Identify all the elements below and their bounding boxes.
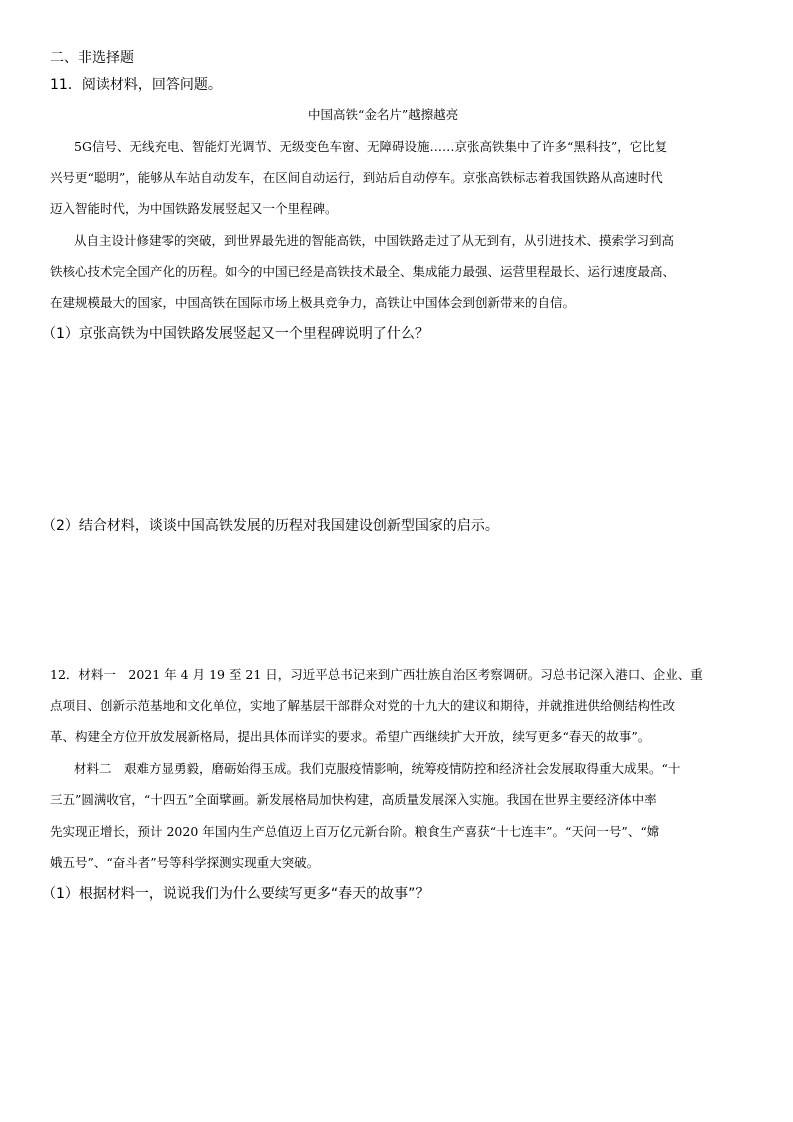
question-12-material-2-line-2: 三五”圆满收官，“十四五”全面擘画。新发展格局加快构建，高质量发展深入实施。我国在世界主要经济体中率 bbox=[50, 792, 657, 807]
question-12-material-2-line-1: 材料二 艰难方显勇毅，磨砺始得玉成。我们克服疫情影响，统筹疫情防控和经济社会发展取得重大成果。“十 bbox=[74, 761, 681, 776]
material-paragraph-1-line-1: 5G信号、无线充电、智能灯光调节、无级变色车窗、无障碍设施……京张高铁集中了许多“黑科技”，它比复 bbox=[74, 139, 668, 154]
question-12-material-1-line-1: 12．材料一 2021 年 4 月 19 至 21 日，习近平总书记来到广西壮族自治区考察调研。习总书记深入港口、企业、重 bbox=[50, 667, 703, 682]
section-heading: 二、非选择题 bbox=[50, 50, 134, 66]
question-12-material-1-line-3: 革、构建全方位开放发展新格局，提出具体而详实的要求。希望广西继续扩大开放，续写更多“春天的故事”。 bbox=[50, 729, 651, 744]
question-12-material-2-line-4: 娥五号”、“奋斗者”号等科学探测实现重大突破。 bbox=[50, 855, 320, 870]
material-paragraph-1-line-2: 兴号更“聪明”，能够从车站自动发车，在区间自动运行，到站后自动停车。京张高铁标志着我国铁路从高速时代 bbox=[50, 170, 663, 185]
question-11-stem: 11．阅读材料，回答问题。 bbox=[50, 77, 222, 93]
question-12-material-2-line-3: 先实现正增长，预计 2020 年国内生产总值迈上百万亿元新台阶。粮食生产喜获“十七连丰”。“天问一号”、“嫦 bbox=[50, 824, 660, 839]
material-paragraph-2-line-1: 从自主设计修建零的突破，到世界最先进的智能高铁，中国铁路走过了从无到有，从引进技术、摸索学习到高 bbox=[74, 233, 675, 248]
material-paragraph-1-line-3: 迈入智能时代，为中国铁路发展竖起又一个里程碑。 bbox=[50, 201, 338, 216]
material-paragraph-2-line-3: 在建规模最大的国家，中国高铁在国际市场上极具竞争力，高铁让中国体会到创新带来的自信。 bbox=[50, 295, 576, 310]
material-title: 中国高铁“金名片”越擦越亮 bbox=[308, 107, 459, 122]
question-12-sub-1: （1）根据材料一，说说我们为什么要续写更多“春天的故事”？ bbox=[42, 886, 430, 902]
question-12-material-1-line-2: 点项目、创新示范基地和文化单位，实地了解基层干部群众对党的十九大的建议和期待，并就推进供给侧结构性改 bbox=[50, 698, 676, 713]
question-11-sub-2: （2）结合材料，谈谈中国高铁发展的历程对我国建设创新型国家的启示。 bbox=[42, 518, 499, 534]
material-paragraph-2-line-2: 铁核心技术完全国产化的历程。如今的中国已经是高铁技术最全、集成能力最强、运营里程最长、运行速度最高、 bbox=[50, 264, 676, 279]
question-11-sub-1: （1）京张高铁为中国铁路发展竖起又一个里程碑说明了什么？ bbox=[42, 326, 429, 342]
